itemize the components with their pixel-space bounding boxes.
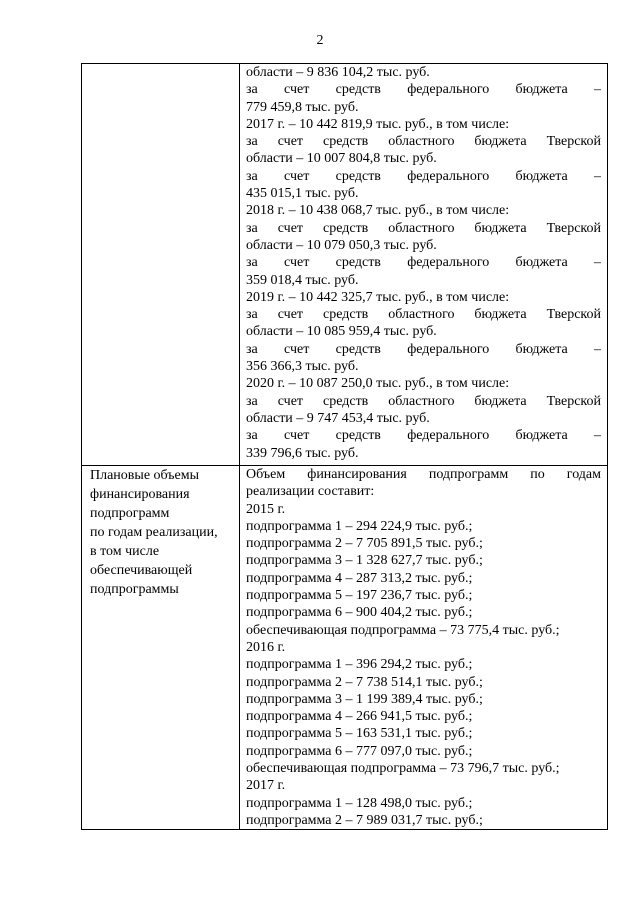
text-line: подпрограмма 6 – 900 404,2 тыс. руб.;	[246, 605, 473, 621]
text-line: области – 10 085 959,4 тыс. руб.	[246, 324, 437, 340]
text-line: 2017 г. – 10 442 819,9 тыс. руб., в том числе:	[246, 116, 510, 132]
row-label-cell	[82, 466, 240, 830]
text-line: подпрограмма 4 – 287 313,2 тыс. руб.;	[246, 570, 473, 586]
passport-table	[81, 63, 608, 830]
text-line: подпрограмма 6 – 777 097,0 тыс. руб.;	[246, 743, 473, 759]
row-label-line: по годам реализации,	[90, 525, 218, 540]
text-line: за счет средств федерального бюджета –	[246, 82, 601, 98]
text-line: обеспечивающая подпрограмма – 73 796,7 тыс. руб.;	[246, 761, 560, 777]
page-number: 2	[316, 33, 324, 48]
text-line: подпрограмма 5 – 197 236,7 тыс. руб.;	[246, 588, 473, 604]
text-line: 2017 г.	[246, 778, 286, 794]
text-line: 779 459,8 тыс. руб.	[246, 99, 359, 115]
text-line: подпрограмма 4 – 266 941,5 тыс. руб.;	[246, 709, 473, 725]
table-row	[82, 466, 608, 830]
text-line: 2020 г. – 10 087 250,0 тыс. руб., в том числе:	[246, 376, 510, 392]
text-line: за счет средств областного бюджета Тверской	[246, 393, 601, 409]
text-line: подпрограмма 5 – 163 531,1 тыс. руб.;	[246, 726, 473, 742]
row-label-line: в том числе	[90, 544, 160, 559]
text-line: за счет средств федерального бюджета –	[246, 341, 601, 357]
text-line: подпрограмма 2 – 7 738 514,1 тыс. руб.;	[246, 674, 483, 690]
row-label-line: финансирования	[90, 487, 190, 502]
text-line: подпрограмма 1 – 128 498,0 тыс. руб.;	[246, 795, 473, 811]
text-line: 2015 г.	[246, 501, 286, 517]
text-line: области – 10 079 050,3 тыс. руб.	[246, 237, 437, 253]
text-line: подпрограмма 3 – 1 199 389,4 тыс. руб.;	[246, 691, 483, 707]
text-line: 356 366,3 тыс. руб.	[246, 359, 359, 375]
text-line: за счет средств областного бюджета Тверской	[246, 134, 601, 150]
text-line: 2019 г. – 10 442 325,7 тыс. руб., в том числе:	[246, 289, 510, 305]
text-line: области – 9 836 104,2 тыс. руб.	[246, 65, 430, 80]
text-line: за счет средств областного бюджета Тверской	[246, 220, 601, 236]
text-line: 2018 г. – 10 438 068,7 тыс. руб., в том числе:	[246, 203, 510, 219]
text-line: области – 10 007 804,8 тыс. руб.	[246, 151, 437, 167]
text-line: подпрограмма 3 – 1 328 627,7 тыс. руб.;	[246, 553, 483, 569]
text-line: 2016 г.	[246, 639, 286, 655]
text-line: Объем финансирования подпрограмм по годам	[246, 467, 601, 482]
text-line: за счет средств областного бюджета Тверской	[246, 307, 601, 323]
row-label-line: подпрограмм	[90, 506, 170, 521]
text-line: подпрограмма 2 – 7 705 891,5 тыс. руб.;	[246, 536, 483, 552]
text-line: обеспечивающая подпрограмма – 73 775,4 тыс. руб.;	[246, 622, 560, 638]
text-line: подпрограмма 2 – 7 989 031,7 тыс. руб.;	[246, 812, 483, 828]
row-content-cell	[240, 64, 608, 466]
text-line: за счет средств федерального бюджета –	[246, 428, 601, 444]
text-line: подпрограмма 1 – 294 224,9 тыс. руб.;	[246, 518, 473, 534]
row-label-line: Плановые объемы	[90, 468, 200, 483]
row-content-cell	[240, 466, 608, 830]
text-line: за счет средств федерального бюджета –	[246, 168, 601, 184]
row-label-line: подпрограммы	[90, 582, 179, 597]
table-row	[82, 64, 608, 466]
text-line: реализации составит:	[246, 484, 375, 500]
text-line: 339 796,6 тыс. руб.	[246, 445, 359, 461]
text-line: 435 015,1 тыс. руб.	[246, 186, 359, 202]
text-line: за счет средств федерального бюджета –	[246, 255, 601, 271]
text-line: подпрограмма 1 – 396 294,2 тыс. руб.;	[246, 657, 473, 673]
row-label-cell	[82, 64, 240, 466]
text-line: области – 9 747 453,4 тыс. руб.	[246, 410, 430, 426]
row-label-line: обеспечивающей	[90, 563, 193, 578]
text-line: 359 018,4 тыс. руб.	[246, 272, 359, 288]
